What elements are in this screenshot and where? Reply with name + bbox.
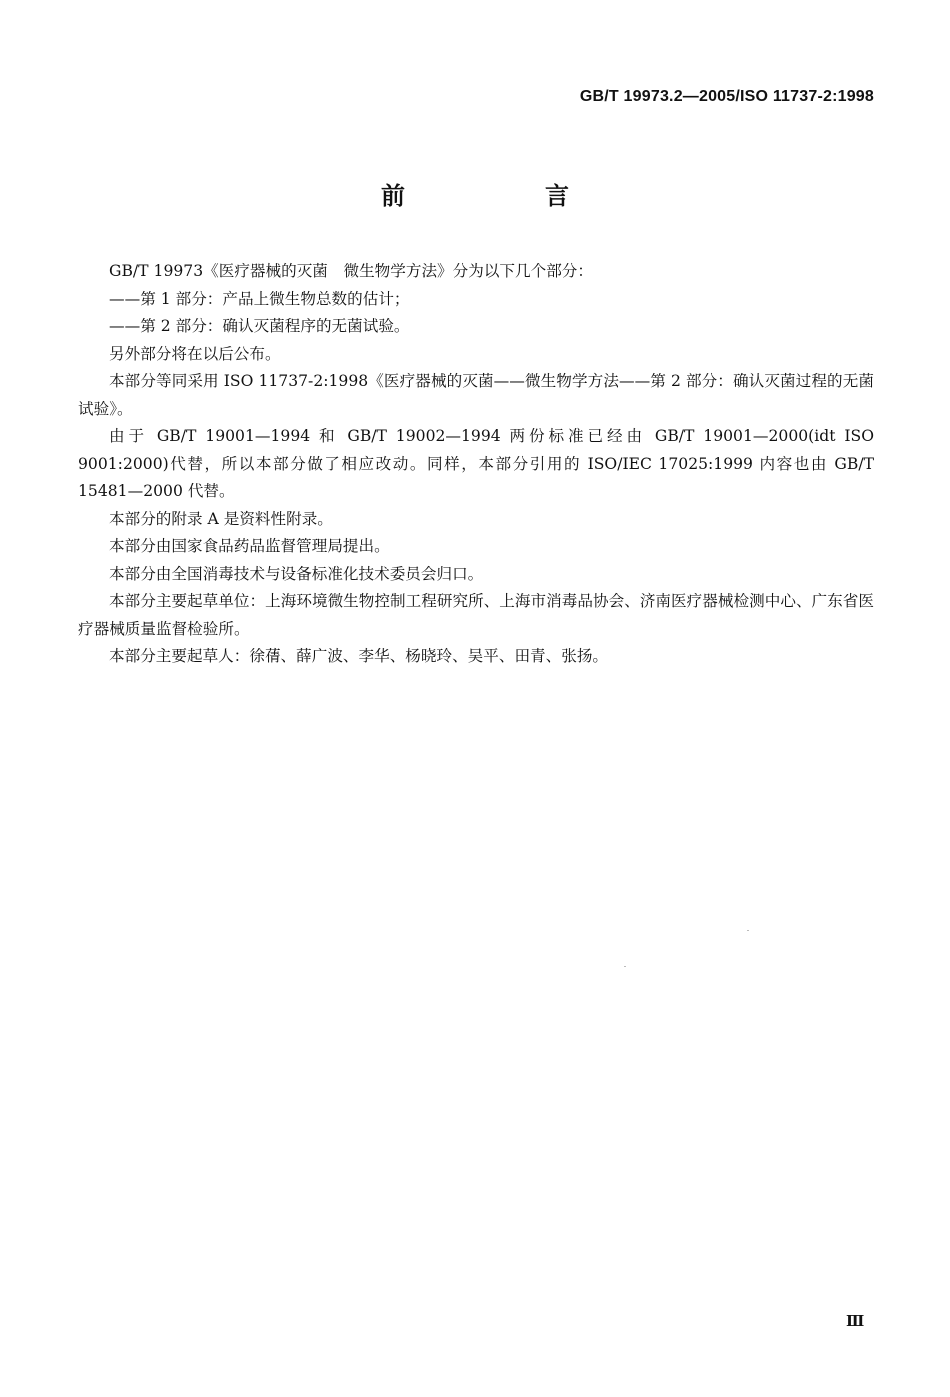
intro-paragraph: GB/T 19973《医疗器械的灭菌 微生物学方法》分为以下几个部分： <box>109 262 593 280</box>
part-1-item: ——第 1 部分：产品上微生物总数的估计； <box>109 289 410 308</box>
foreword-body <box>78 258 874 671</box>
part-2-item: ——第 2 部分：确认灭菌程序的无菌试验。 <box>109 317 410 335</box>
drafting-units-paragraph: 本部分主要起草单位：上海环境微生物控制工程研究所、上海市消毒品协会、济南医疗器械检测中心、广东省医疗器械质量监督检验所。 <box>78 592 874 638</box>
scan-speck <box>747 930 749 931</box>
drafters-paragraph: 本部分主要起草人：徐蒨、薛广波、李华、杨晓玲、吴平、田青、张扬。 <box>109 647 609 665</box>
page-number: Ⅲ <box>846 1314 864 1330</box>
future-parts-paragraph: 另外部分将在以后公布。 <box>109 344 281 363</box>
standard-number-header: GB/T 19973.2—2005/ISO 11737-2:1998 <box>579 88 874 105</box>
page-title: 前 言 <box>381 182 627 210</box>
scan-speck <box>624 966 626 967</box>
adoption-paragraph: 本部分等同采用 ISO 11737-2:1998《医疗器械的灭菌——微生物学方法——第 2 部分：确认灭菌过程的无菌试验》。 <box>78 372 874 418</box>
replacement-paragraph: 由于 GB/T 19001—1994 和 GB/T 19002—1994 两份标准已经由 GB/T 19001—2000(idt ISO 9001:2000)代替，所以本部分做了相应改动。同样，本部分引用的 ISO/IEC 17025:1999 内容也由 GB/T 15481—2000 代替。 <box>78 427 874 500</box>
proposer-paragraph: 本部分由国家食品药品监督管理局提出。 <box>109 537 390 555</box>
committee-paragraph: 本部分由全国消毒技术与设备标准化技术委员会归口。 <box>109 564 484 583</box>
annex-paragraph: 本部分的附录 A 是资料性附录。 <box>109 509 333 528</box>
